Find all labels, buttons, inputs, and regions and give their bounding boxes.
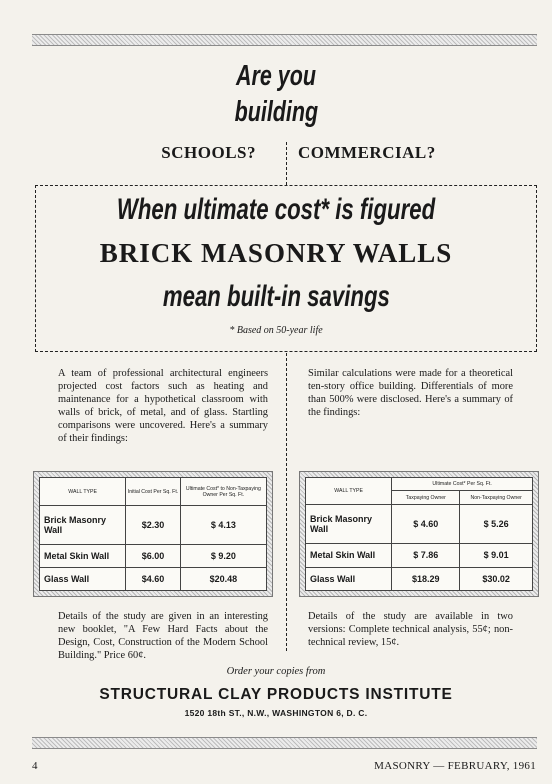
institute-name: STRUCTURAL CLAY PRODUCTS INSTITUTE [99,686,453,703]
school-cost-table [39,477,267,591]
table-header: Ultimate Cost* to Non-Taxpaying Owner Per Sq. Ft. [180,478,266,506]
center-dashed-divider-top [286,142,287,185]
question-row [0,140,552,166]
table-row [306,505,533,544]
institute-address: 1520 18th ST., N.W., WASHINGTON 6, D. C. [184,708,368,718]
table-header: Initial Cost Per Sq. Ft. [126,478,180,506]
bottom-hatch-rule [32,737,537,749]
top-hatch-rule [32,34,537,46]
office-cost-table-frame [299,471,539,597]
wall-type-cell: Metal Skin Wall [40,544,126,567]
office-study-intro: Similar calculations were made for a theoretical ten-story office building. Differentials of more than 500% were disclosed. Here's a summary of the findings: [308,368,513,418]
box-headline-line-3: mean built-in savings [162,280,390,313]
wall-type-cell: Glass Wall [306,567,392,590]
cost-cell: $ 4.60 [392,505,460,544]
cost-cell: $30.02 [460,567,533,590]
office-cost-table [305,477,533,591]
cost-cell: $2.30 [126,506,180,545]
table-subheader: Taxpaying Owner [392,491,460,505]
table-header: WALL TYPE [40,478,126,506]
schools-question: SCHOOLS? [161,143,256,162]
center-dashed-divider [286,353,287,651]
wall-type-cell: Brick Masonry Wall [40,506,126,545]
box-footnote: * Based on 50-year life [229,325,323,336]
running-footer: MASONRY — FEBRUARY, 1961 [374,760,536,772]
table-header: WALL TYPE [306,478,392,505]
cost-cell: $ 7.86 [392,544,460,567]
office-study-details: Details of the study are available in two versions: Complete technical analysis, 55¢; non-technical review, 15¢. [308,611,513,648]
cost-cell: $6.00 [126,544,180,567]
cost-cell: $ 5.26 [460,505,533,544]
table-row [40,506,267,545]
wall-type-cell: Metal Skin Wall [306,544,392,567]
wall-type-cell: Brick Masonry Wall [306,505,392,544]
table-row [40,544,267,567]
table-subheader: Non-Taxpaying Owner [460,491,533,505]
headline-line-1: Are you [236,60,316,92]
headline-line-2: building [234,96,318,128]
page-number: 4 [32,760,38,772]
wall-type-cell: Glass Wall [40,567,126,590]
school-booklet-details: Details of the study are given in an interesting new booklet, "A Few Hard Facts about the Design, Cost, Construction of the Modern School Building." Price 60¢. [58,611,268,661]
box-headline-line-1: When ultimate cost* is figured [116,193,436,226]
school-cost-table-frame [33,471,273,597]
cost-cell: $4.60 [126,567,180,590]
table-header: Ultimate Cost* Per Sq. Ft. [392,478,533,491]
cost-cell: $ 4.13 [180,506,266,545]
cost-cell: $18.29 [392,567,460,590]
order-copies-line: Order your copies from [226,666,326,677]
box-headline-brick-masonry: BRICK MASONRY WALLS [99,238,453,268]
table-row [306,567,533,590]
commercial-question: COMMERCIAL? [298,143,436,162]
cost-cell: $20.48 [180,567,266,590]
table-row [306,544,533,567]
cost-cell: $ 9.01 [460,544,533,567]
table-row [40,567,267,590]
cost-cell: $ 9.20 [180,544,266,567]
school-study-intro: A team of professional architectural engineers projected cost factors such as heating and maintenance for a hypothetical classroom with walls of brick, of metal, and of glass. Startling comparisons were uncovered. Here's a summary of their findings: [58,368,268,444]
